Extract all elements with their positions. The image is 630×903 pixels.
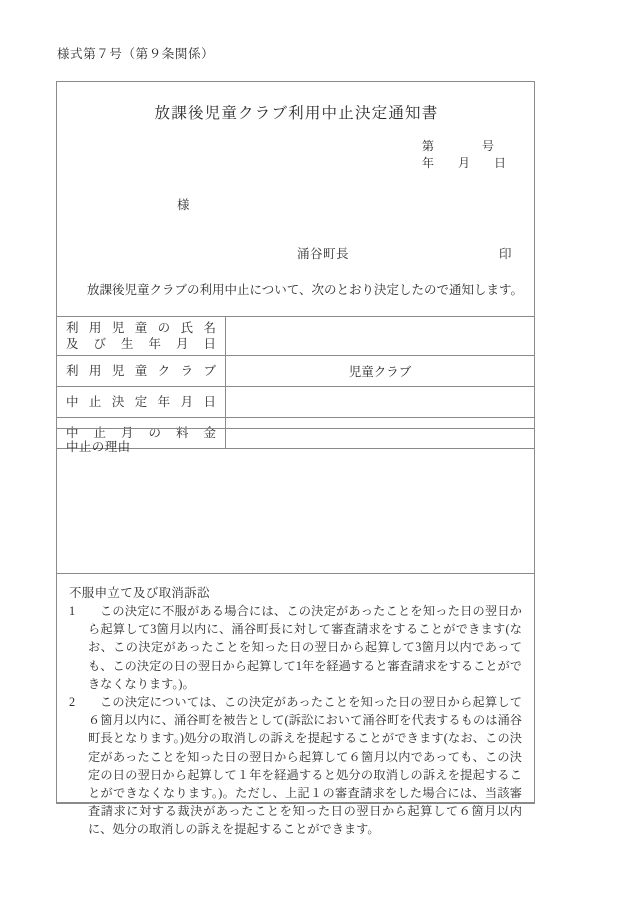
appeal-item-text: この決定に不服がある場合には、この決定があったことを知った日の翌日から起算して3箇月以内に、涌谷町長に対して審査請求をすることができます(なお、この決定があったことを知った日の翌日から起算して3箇月以内であっても、この決定の日の翌日から起算して1年を経過すると審査請求をすることができなくなります。)。 bbox=[88, 604, 522, 691]
row-label-line1: 利用児童の氏名 bbox=[66, 321, 216, 335]
document-number: 第 号 bbox=[421, 139, 494, 153]
table-row bbox=[57, 317, 535, 356]
row-label-decision-date bbox=[57, 387, 226, 418]
appeal-item-number: 2 bbox=[69, 695, 76, 710]
intro-text: 放課後児童クラブの利用中止について、次のとおり決定したので通知します。 bbox=[87, 283, 524, 297]
row-label-club bbox=[57, 356, 226, 387]
row-value-decision-date[interactable] bbox=[226, 387, 535, 418]
addressee-honorific: 様 bbox=[177, 198, 190, 212]
issuer-row bbox=[297, 244, 512, 262]
appeal-item-number: 1 bbox=[69, 604, 76, 618]
notice-frame bbox=[56, 81, 535, 837]
reason-label: 中止の理由 bbox=[66, 440, 131, 454]
form-number: 様式第７号（第９条関係） bbox=[57, 47, 215, 61]
appeal-notice-box bbox=[56, 573, 535, 837]
document-date: 年 月 日 bbox=[421, 156, 506, 170]
row-value-club[interactable]: 児童クラブ bbox=[226, 356, 535, 387]
table-row bbox=[57, 387, 535, 418]
row-label-text: 中止月の料金 bbox=[66, 426, 216, 440]
page-title: 放課後児童クラブ利用中止決定通知書 bbox=[154, 105, 439, 122]
row-label-line2: 及び生年月日 bbox=[66, 337, 216, 351]
issuer-name: 涌谷町長 bbox=[297, 247, 350, 261]
row-label-text: 利用児童クラブ bbox=[66, 364, 216, 378]
row-label-text: 中止決定年月日 bbox=[66, 395, 216, 409]
row-value-child-name[interactable] bbox=[226, 317, 535, 356]
table-row bbox=[57, 356, 535, 387]
document-meta bbox=[422, 138, 506, 172]
appeal-notice-title: 不服申立て及び取消訴訟 bbox=[69, 586, 210, 600]
seal-mark: 印 bbox=[498, 247, 512, 261]
appeal-item-text: この決定については、この決定があったことを知った日の翌日から起算して６箇月以内に、涌谷町を被告として(訴訟において涌谷町を代表するものは涌谷町長となります。)処分の取消しの訴えを提起することができます(なお、この決定があったことを知った日の翌日から起算して６箇月以内であっても、この決定の日の翌日から起算して１年を経過すると処分の取消しの訴えを提起することができなくなります。)。ただし、上記１の審査請求をした場合には、当該審査請求に対する裁決があったことを知った日の翌日から起算して６箇月以内に、処分の取消しの訴えを提起することができます。 bbox=[88, 695, 522, 837]
appeal-item bbox=[69, 602, 522, 693]
reason-box[interactable] bbox=[56, 428, 535, 574]
appeal-item bbox=[69, 693, 522, 839]
row-label-child-name bbox=[57, 317, 226, 356]
